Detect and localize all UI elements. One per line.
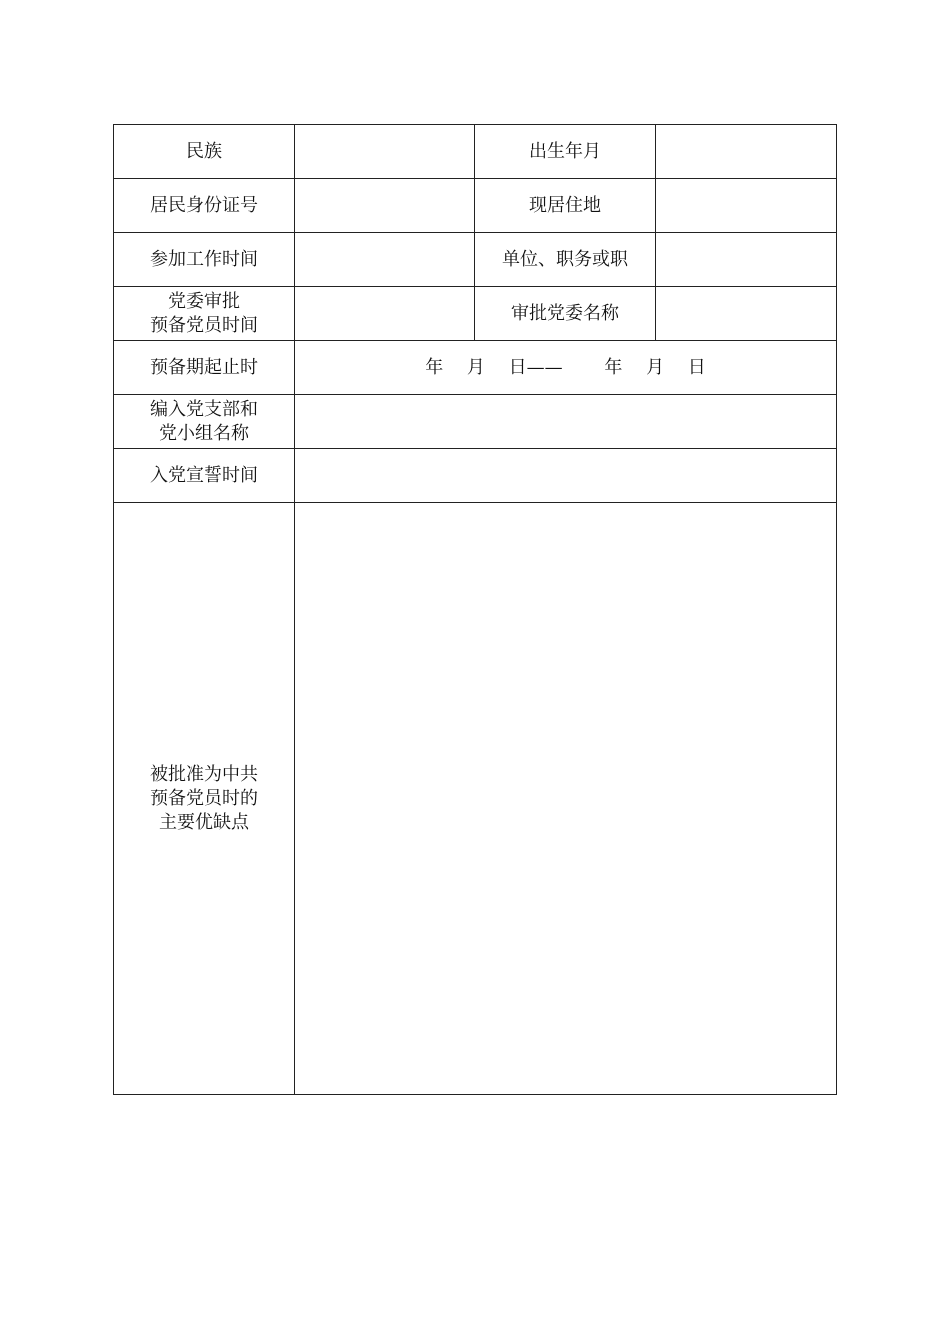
id-number-field[interactable] [295,179,475,233]
approval-time-label: 党委审批 预备党员时间 [114,287,295,341]
ethnicity-label: 民族 [114,125,295,179]
approval-time-field[interactable] [295,287,475,341]
branch-name-field[interactable] [295,395,837,449]
row-ethnicity-birth [114,125,837,179]
birth-date-field[interactable] [656,125,837,179]
work-start-field[interactable] [295,233,475,287]
probation-period-label: 预备期起止时 [114,341,295,395]
probation-period-field[interactable]: 年 月 日—— 年 月 日 [295,341,837,395]
committee-name-label: 审批党委名称 [475,287,656,341]
party-member-form [113,124,837,1095]
row-oath [114,449,837,503]
row-branch [114,395,837,449]
row-id-residence [114,179,837,233]
residence-label: 现居住地 [475,179,656,233]
row-work-unit [114,233,837,287]
row-probation [114,341,837,395]
row-merits [114,503,837,1095]
residence-field[interactable] [656,179,837,233]
unit-position-label: 单位、职务或职 [475,233,656,287]
committee-name-field[interactable] [656,287,837,341]
oath-time-field[interactable] [295,449,837,503]
id-number-label: 居民身份证号 [114,179,295,233]
work-start-label: 参加工作时间 [114,233,295,287]
merits-label: 被批准为中共 预备党员时的 主要优缺点 [114,503,295,1095]
ethnicity-field[interactable] [295,125,475,179]
merits-field[interactable] [295,503,837,1095]
oath-time-label: 入党宣誓时间 [114,449,295,503]
row-approval [114,287,837,341]
branch-name-label: 编入党支部和 党小组名称 [114,395,295,449]
birth-date-label: 出生年月 [475,125,656,179]
unit-position-field[interactable] [656,233,837,287]
